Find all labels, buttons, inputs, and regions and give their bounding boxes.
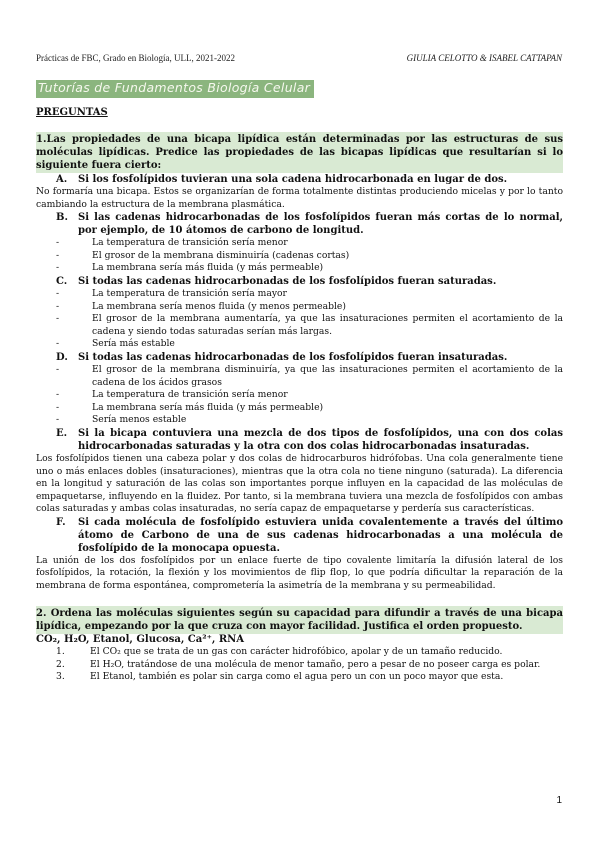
list-item: - La membrana sería más fluida (y más permeable) xyxy=(56,262,324,274)
header-left: Prácticas de FBC, Grado en Biología, ULL, 2021-2022 xyxy=(36,53,235,63)
document-body xyxy=(36,132,563,684)
section-label: PREGUNTAS xyxy=(36,107,108,118)
list-item: 1. El CO₂ que se trata de un gas con carácter hidrofóbico, apolar y de un tamaño reducido. xyxy=(56,646,503,658)
subquestion-heading: Si todas las cadenas hidrocarbonadas de los fosfolípidos fueran insaturadas. xyxy=(78,351,508,363)
page-number: 1 xyxy=(556,795,562,807)
page-header xyxy=(36,52,562,65)
subquestion-c xyxy=(36,275,563,288)
subquestion-letter: D. xyxy=(56,351,68,363)
list-item: - Sería más estable xyxy=(56,338,175,350)
subquestion-letter: A. xyxy=(56,174,68,185)
subquestion-letter: F. xyxy=(56,516,66,528)
list-item: - La temperatura de transición sería menor xyxy=(56,389,288,401)
subquestion-heading: Si las cadenas hidrocarbonadas de los fosfolípidos fueran más cortas de lo normal, por ejemplo, de 10 átomos de carbono de longitud. xyxy=(78,212,563,237)
subquestion-letter: E. xyxy=(56,427,68,439)
list-item: - La temperatura de transición sería mayor xyxy=(56,287,287,299)
list-item: - La temperatura de transición sería menor xyxy=(56,237,288,249)
question-2: 2. Ordena las moléculas siguientes según su capacidad para difundir a través de una bicapa lipídica, empezando por la que cruza con mayor facilidad. Justifica el orden propuesto. xyxy=(36,607,563,632)
subquestion-letter: B. xyxy=(56,212,68,224)
list-item: - El grosor de la membrana disminuiría, ya que las insaturaciones permiten el acortamiento de la cadena de los ácidos grasos xyxy=(56,363,563,388)
list-item: - El grosor de la membrana disminuiría (cadenas cortas) xyxy=(56,249,350,261)
subquestion-heading: Si todas las cadenas hidrocarbonadas de los fosfolípidos fueran saturadas. xyxy=(78,275,497,287)
list-item: 2. El H₂O, tratándose de una molécula de menor tamaño, pero a pesar de no poseer carga es polar. xyxy=(56,658,541,670)
subquestion-heading: Si cada molécula de fosfolípido estuviera unida covalentemente a través del último átomo de Carbono de una de sus cadenas hidrocarbonadas a una molécula de fosfolípido de la monocapa opuesta. xyxy=(78,516,563,554)
subquestion-b xyxy=(36,211,563,237)
subquestion-heading: Si los fosfolípidos tuvieran una sola cadena hidrocarbonada en lugar de dos. xyxy=(78,174,508,185)
question-1: 1.Las propiedades de una bicapa lipídica están determinadas por las estructuras de sus moléculas lipídicas. Predice las propiedades de las bicapas lipídicas que resultarían si lo siguiente fuera cierto: xyxy=(36,134,563,171)
subquestion-a xyxy=(36,173,563,186)
subquestion-letter: C. xyxy=(56,275,68,287)
answer-e: Los fosfolípidos tienen una cabeza polar y dos colas de hidrocarburos hidrófobas. Una cola generalmente tiene uno o más enlaces dobles (insaturaciones), mientras que la otra cola no tiene ninguno (saturada). La diferencia en la longitud y saturación de las colas son importantes porque influyen en la capacidad de las moléculas de empaquetarse, influyendo en la fluidez. Por tanto, si la membrana tuviera una mezcla de fosfolípidos con ambas colas saturadas y ambas colas insaturadas, no sería capaz de empaquetarse y perdería sus características. xyxy=(36,452,563,515)
answer-a: No formaría una bicapa. Estos se organizarían de forma totalmente distintas produciendo micelas y por lo tanto cambiando la estructura de la membrana plasmática. xyxy=(36,186,563,210)
answer-f: La unión de los dos fosfolípidos por un enlace fuerte de tipo covalente limitaría la difusión lateral de los fosfolípidos, la rotación, la flexión y los movimientos de flip flop, lo que podría dificultar la reparación de la membrana de forma espontánea, comprometería la asimetría de la membrana y su permeabilidad. xyxy=(36,554,563,592)
molecule-list: CO₂, H₂O, Etanol, Glucosa, Ca²⁺, RNA xyxy=(36,633,245,645)
subquestion-heading: Si la bicapa contuviera una mezcla de dos tipos de fosfolípidos, una con dos colas hidrocarbonadas saturadas y la otra con dos colas hidrocarbonadas insaturadas. xyxy=(78,427,563,452)
list-item: - Sería menos estable xyxy=(56,414,187,426)
subquestion-e xyxy=(36,427,563,453)
document-title: Tutorías de Fundamentos Biología Celular xyxy=(36,80,314,98)
subquestion-f xyxy=(36,516,563,555)
header-right: GIULIA CELOTTO & ISABEL CATTAPAN xyxy=(406,53,562,63)
subquestion-d xyxy=(36,351,563,364)
list-item: - La membrana sería menos fluida (y menos permeable) xyxy=(56,300,346,312)
list-item: - La membrana sería más fluida (y más permeable) xyxy=(56,401,324,413)
list-item: 3. El Etanol, también es polar sin carga como el agua pero un con un poco mayor que esta. xyxy=(56,671,504,683)
list-item: - El grosor de la membrana aumentaría, ya que las insaturaciones permiten el acortamiento de la cadena y siendo todas saturadas serían más largas. xyxy=(56,313,563,337)
